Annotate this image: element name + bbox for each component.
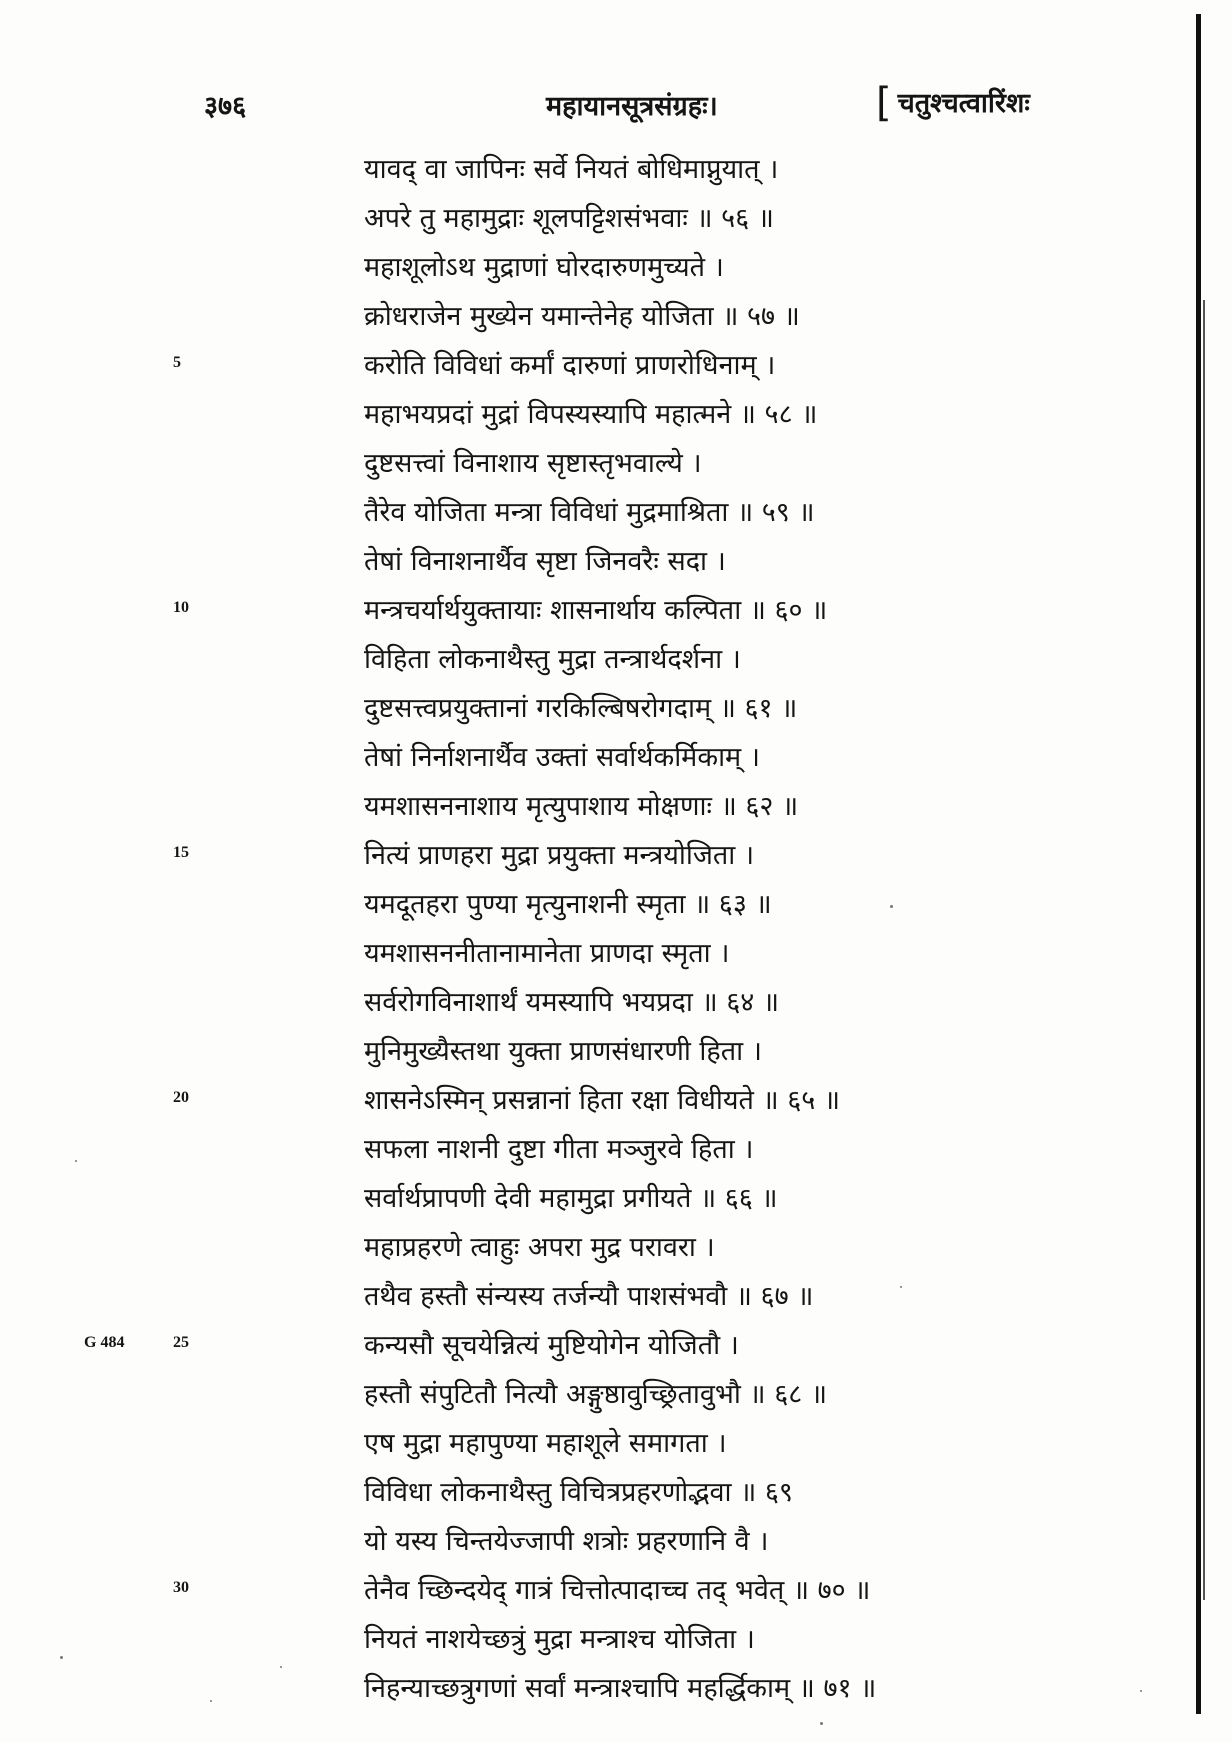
verse-line: अपरे तु महामुद्राः शूलपट्टिशसंभवाः ॥ ५६ ॥ xyxy=(364,203,774,234)
verse-line: यो यस्य चिन्तयेज्जापी शत्रोः प्रहरणानि वै । xyxy=(364,1526,769,1557)
scan-speck xyxy=(1140,1690,1142,1692)
manuscript-folio-siglum: G 484 xyxy=(84,1334,125,1351)
verse-line: मुनिमुख्यैस्तथा युक्ता प्राणसंधारणी हिता । xyxy=(364,1036,762,1067)
verse-line: कन्यसौ सूचयेन्नित्यं मुष्टियोगेन योजितौ । xyxy=(364,1330,739,1361)
verse-line: नित्यं प्राणहरा मुद्रा प्रयुक्ता मन्त्रयोजिता । xyxy=(364,840,755,871)
scan-speck xyxy=(60,1656,63,1659)
verse-line: एष मुद्रा महापुण्या महाशूले समागता । xyxy=(364,1428,727,1459)
line-number: 25 xyxy=(173,1334,189,1351)
verse-line: सर्वार्थप्रापणी देवी महामुद्रा प्रगीयते ॥ ६६ ॥ xyxy=(364,1183,778,1214)
scan-speck xyxy=(890,905,893,908)
verse-line: विहिता लोकनाथैस्तु मुद्रा तन्त्रार्थदर्शना । xyxy=(364,644,741,675)
scan-speck xyxy=(900,1286,902,1288)
verse-line: तेषां निर्नाशनार्थैव उक्तां सर्वार्थकर्मिकाम् । xyxy=(364,742,761,773)
scan-speck xyxy=(820,1722,823,1725)
verse-line: यावद् वा जापिनः सर्वे नियतं बोधिमाप्नुयात् । xyxy=(364,154,779,185)
running-title: महायानसूत्रसंग्रहः। xyxy=(546,91,718,122)
verse-line: यमशासननाशाय मृत्युपाशाय मोक्षणाः ॥ ६२ ॥ xyxy=(364,791,799,822)
chapter-title: चतुश्चत्वारिंशः xyxy=(897,88,1030,119)
verse-line: दुष्टसत्त्वप्रयुक्तानां गरकिल्बिषरोगदाम् ॥ ६१ ॥ xyxy=(364,693,798,724)
verse-line: नियतं नाशयेच्छत्रुं मुद्रा मन्त्राश्च योजिता । xyxy=(364,1624,755,1655)
verse-line: महाशूलोऽथ मुद्राणां घोरदारुणमुच्यते । xyxy=(364,252,724,283)
binding-edge-rule xyxy=(1196,14,1201,1714)
verse-line: करोति विविधां कर्मां दारुणां प्राणरोधिनाम् । xyxy=(364,350,776,381)
verse-line: तेषां विनाशनार्थैव सृष्टा जिनवरैः सदा । xyxy=(364,546,726,577)
chapter-heading xyxy=(876,80,1030,126)
binding-edge-shadow xyxy=(1203,300,1205,1600)
verse-line: शासनेऽस्मिन् प्रसन्नानां हिता रक्षा विधीयते ॥ ६५ ॥ xyxy=(364,1085,841,1116)
line-number: 15 xyxy=(173,844,189,861)
line-number: 5 xyxy=(173,354,181,371)
verse-line: तथैव हस्तौ संन्यस्य तर्जन्यौ पाशसंभवौ ॥ ६७ ॥ xyxy=(364,1281,814,1312)
running-header xyxy=(0,80,1232,126)
verse-line: तैरेव योजिता मन्त्रा विविधां मुद्रमाश्रिता ॥ ५९ ॥ xyxy=(364,497,815,528)
verse-line: महाप्रहरणे त्वाहुः अपरा मुद्र परावरा । xyxy=(364,1232,715,1263)
scan-speck xyxy=(210,1700,212,1702)
verse-line: यमशासननीतानामानेता प्राणदा स्मृता । xyxy=(364,938,730,969)
verse-line: विविधा लोकनाथैस्तु विचित्रप्रहरणोद्भवा ॥ ६९ xyxy=(364,1477,793,1508)
chapter-bracket: [ xyxy=(876,80,892,126)
line-number: 10 xyxy=(173,599,189,616)
verse-line: तेनैव च्छिन्दयेद् गात्रं चित्तोत्पादाच्च तद् भवेत् ॥ ७० ॥ xyxy=(364,1575,871,1606)
verse-line: सफला नाशनी दुष्टा गीता मञ्जुरवे हिता । xyxy=(364,1134,754,1165)
verse-line: निहन्याच्छत्रुगणां सर्वां मन्त्राश्चापि महर्द्धिकाम् ॥ ७१ ॥ xyxy=(364,1673,877,1704)
verse-line: क्रोधराजेन मुख्येन यमान्तेनेह योजिता ॥ ५७ ॥ xyxy=(364,301,800,332)
verse-line: महाभयप्रदां मुद्रां विपस्यस्यापि महात्मने ॥ ५८ ॥ xyxy=(364,399,818,430)
page-number: ३७६ xyxy=(204,91,247,122)
line-number: 20 xyxy=(173,1089,189,1106)
verse-line: सर्वरोगविनाशार्थं यमस्यापि भयप्रदा ॥ ६४ ॥ xyxy=(364,987,780,1018)
verse-line: दुष्टसत्त्वां विनाशाय सृष्टास्तृभवाल्ये । xyxy=(364,448,702,479)
verse-line: यमदूतहरा पुण्या मृत्युनाशनी स्मृता ॥ ६३ ॥ xyxy=(364,889,772,920)
scan-speck xyxy=(280,1666,282,1668)
verse-line: हस्तौ संपुटितौ नित्यौ अङ्गुष्ठावुच्छ्रितावुभौ ॥ ६८ ॥ xyxy=(364,1379,828,1410)
line-number: 30 xyxy=(173,1579,189,1596)
scan-speck xyxy=(75,1160,77,1162)
verse-line: मन्त्रचर्यार्थयुक्तायाः शासनार्थाय कल्पिता ॥ ६० ॥ xyxy=(364,595,828,626)
